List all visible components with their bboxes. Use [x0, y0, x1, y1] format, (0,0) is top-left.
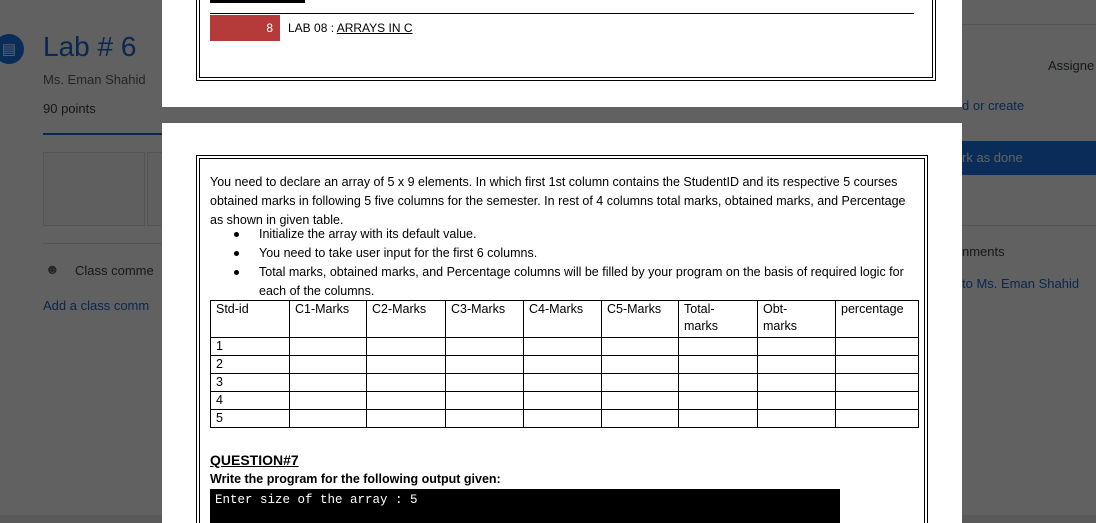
table-row: [211, 392, 919, 410]
table-row: [211, 338, 919, 356]
table-header-cell: C5-Marks: [602, 301, 679, 338]
list-item: You need to take user input for the first 6 columns.: [210, 244, 916, 263]
divider: [210, 0, 305, 3]
lab-number-badge: 8: [210, 15, 280, 41]
table-header-cell: Std-id: [211, 301, 290, 338]
table-header-cell: Obt- marks: [758, 301, 836, 338]
table-header-cell: C2-Marks: [367, 301, 446, 338]
document-page: [162, 0, 962, 107]
document-page: [162, 123, 962, 523]
table-cell: 1: [211, 338, 290, 356]
table-header-cell: C1-Marks: [290, 301, 367, 338]
question-heading: QUESTION#7: [210, 452, 299, 468]
list-item: Total marks, obtained marks, and Percentage columns will be filled by your program on the basis of required logic for each of the columns.: [210, 263, 916, 301]
table-cell: 2: [211, 356, 290, 374]
lab-title: ARRAYS IN C: [336, 21, 413, 35]
table-cell: 5: [211, 410, 290, 428]
table-row: [211, 356, 919, 374]
console-output: Enter size of the array : 5: [210, 489, 840, 523]
requirement-list: [210, 225, 916, 301]
table-row: [211, 374, 919, 392]
table-row: [211, 410, 919, 428]
table-cell: 4: [211, 392, 290, 410]
lab-header: [288, 15, 413, 41]
marks-table: [210, 300, 919, 428]
question-description: You need to declare an array of 5 x 9 elements. In which first 1st column contains the StudentID and its respective 5 courses obtained marks in following 5 five columns for the semester. In rest of 4 columns total marks, obtained marks, and Percentage as shown in given table.: [210, 175, 906, 227]
table-header-cell: percentage: [836, 301, 919, 338]
lab-prefix: LAB 08 :: [288, 21, 337, 35]
table-header-row: [211, 301, 919, 338]
list-item: Initialize the array with its default value.: [210, 225, 916, 244]
divider: [210, 13, 914, 14]
table-header-cell: C3-Marks: [446, 301, 524, 338]
table-cell: 3: [211, 374, 290, 392]
table-header-cell: C4-Marks: [524, 301, 602, 338]
table-header-cell: Total- marks: [679, 301, 758, 338]
question-prompt: Write the program for the following output given:: [210, 472, 501, 486]
